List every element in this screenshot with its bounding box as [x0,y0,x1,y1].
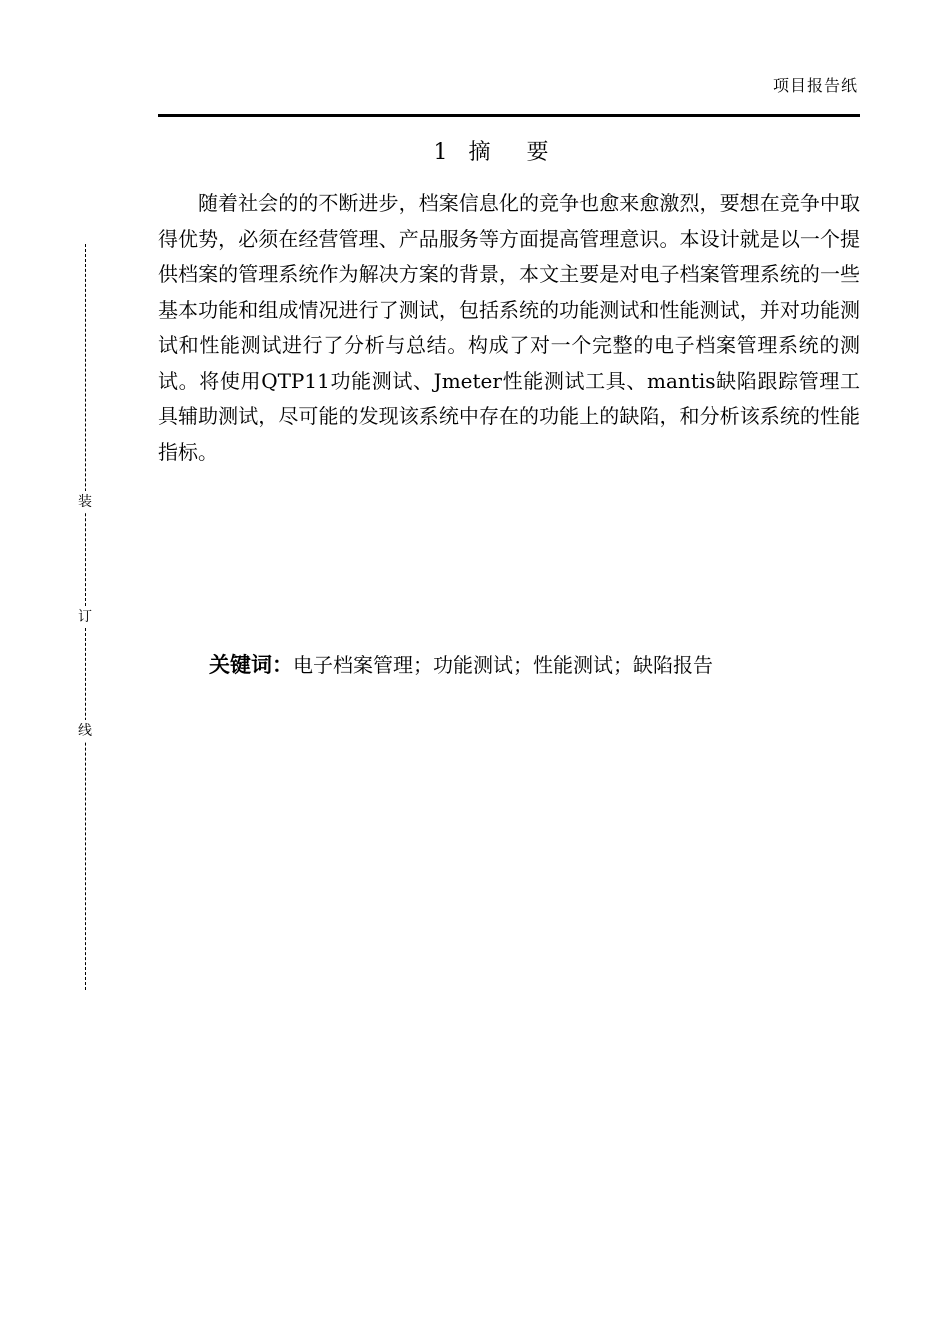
page-header-label: 项目报告纸 [772,76,858,95]
abstract-paragraph: 随着社会的的不断进步，档案信息化的竞争也愈来愈激烈，要想在竞争中取得优势，必须在经营管理、产品服务等方面提高管理意识。本设计就是以一个提供档案的管理系统作为解决方案的背景，本文主要是对电子档案管理系统的一些基本功能和组成情况进行了测试，包括系统的功能测试和性能测试，并对功能测试和性能测试进行了分析与总结。构成了对一个完整的电子档案管理系统的测试。将使用QTP11功能测试、Jmeter性能测试工具、mantis缺陷跟踪管理工具辅助测试，尽可能的发现该系统中存在的功能上的缺陷，和分析该系统的性能指标。 [158,191,860,464]
keywords-label: 关键词： [209,653,293,677]
header-rule [158,114,860,117]
section-title [158,138,860,168]
keywords-line [209,648,713,682]
binding-char-zhuang: 装 [74,491,96,513]
section-title-text: 摘要 [468,140,585,165]
binding-char-xian: 线 [74,720,96,742]
binding-char-ding: 订 [74,606,96,628]
keywords-value: 电子档案管理；功能测试；性能测试；缺陷报告 [293,653,713,677]
section-number: 1 [433,140,448,165]
